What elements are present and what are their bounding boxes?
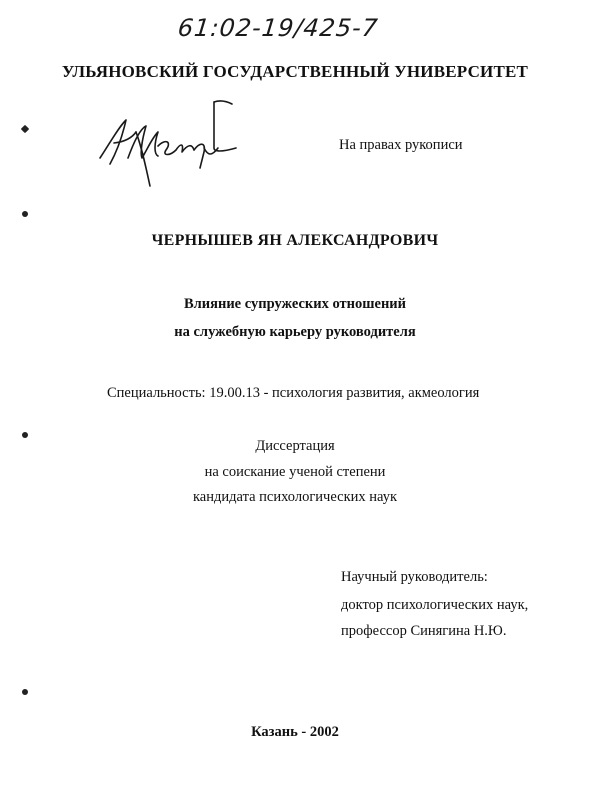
scan-mark xyxy=(22,432,28,438)
advisor-degree: доктор психологических наук, xyxy=(341,597,529,613)
scan-mark xyxy=(22,689,28,695)
scan-mark xyxy=(21,125,29,133)
dissertation-title-line-1: Влияние супружеских отношений xyxy=(183,296,407,312)
degree-purpose-line: на соискание ученой степени xyxy=(204,464,386,480)
place-and-year: Казань - 2002 xyxy=(251,724,339,740)
handwritten-catalog-code: 61:02-19/425-7 xyxy=(176,14,380,42)
degree-name-line: кандидата психологических наук xyxy=(192,489,398,505)
university-name: УЛЬЯНОВСКИЙ ГОСУДАРСТВЕННЫЙ УНИВЕРСИТЕТ xyxy=(61,62,529,81)
advisor-name: профессор Синягина Н.Ю. xyxy=(341,623,507,639)
dissertation-title-line-2: на служебную карьеру руководителя xyxy=(174,324,416,340)
specialty-line: Специальность: 19.00.13 - психология развития, акмеология xyxy=(107,385,480,401)
scan-mark xyxy=(22,211,28,217)
rights-reserved-note: На правах рукописи xyxy=(339,137,463,153)
dissertation-label: Диссертация xyxy=(255,438,335,454)
signature-icon xyxy=(96,98,241,193)
author-name: ЧЕРНЫШЕВ ЯН АЛЕКСАНДРОВИЧ xyxy=(151,232,439,249)
advisor-heading: Научный руководитель: xyxy=(341,569,488,585)
